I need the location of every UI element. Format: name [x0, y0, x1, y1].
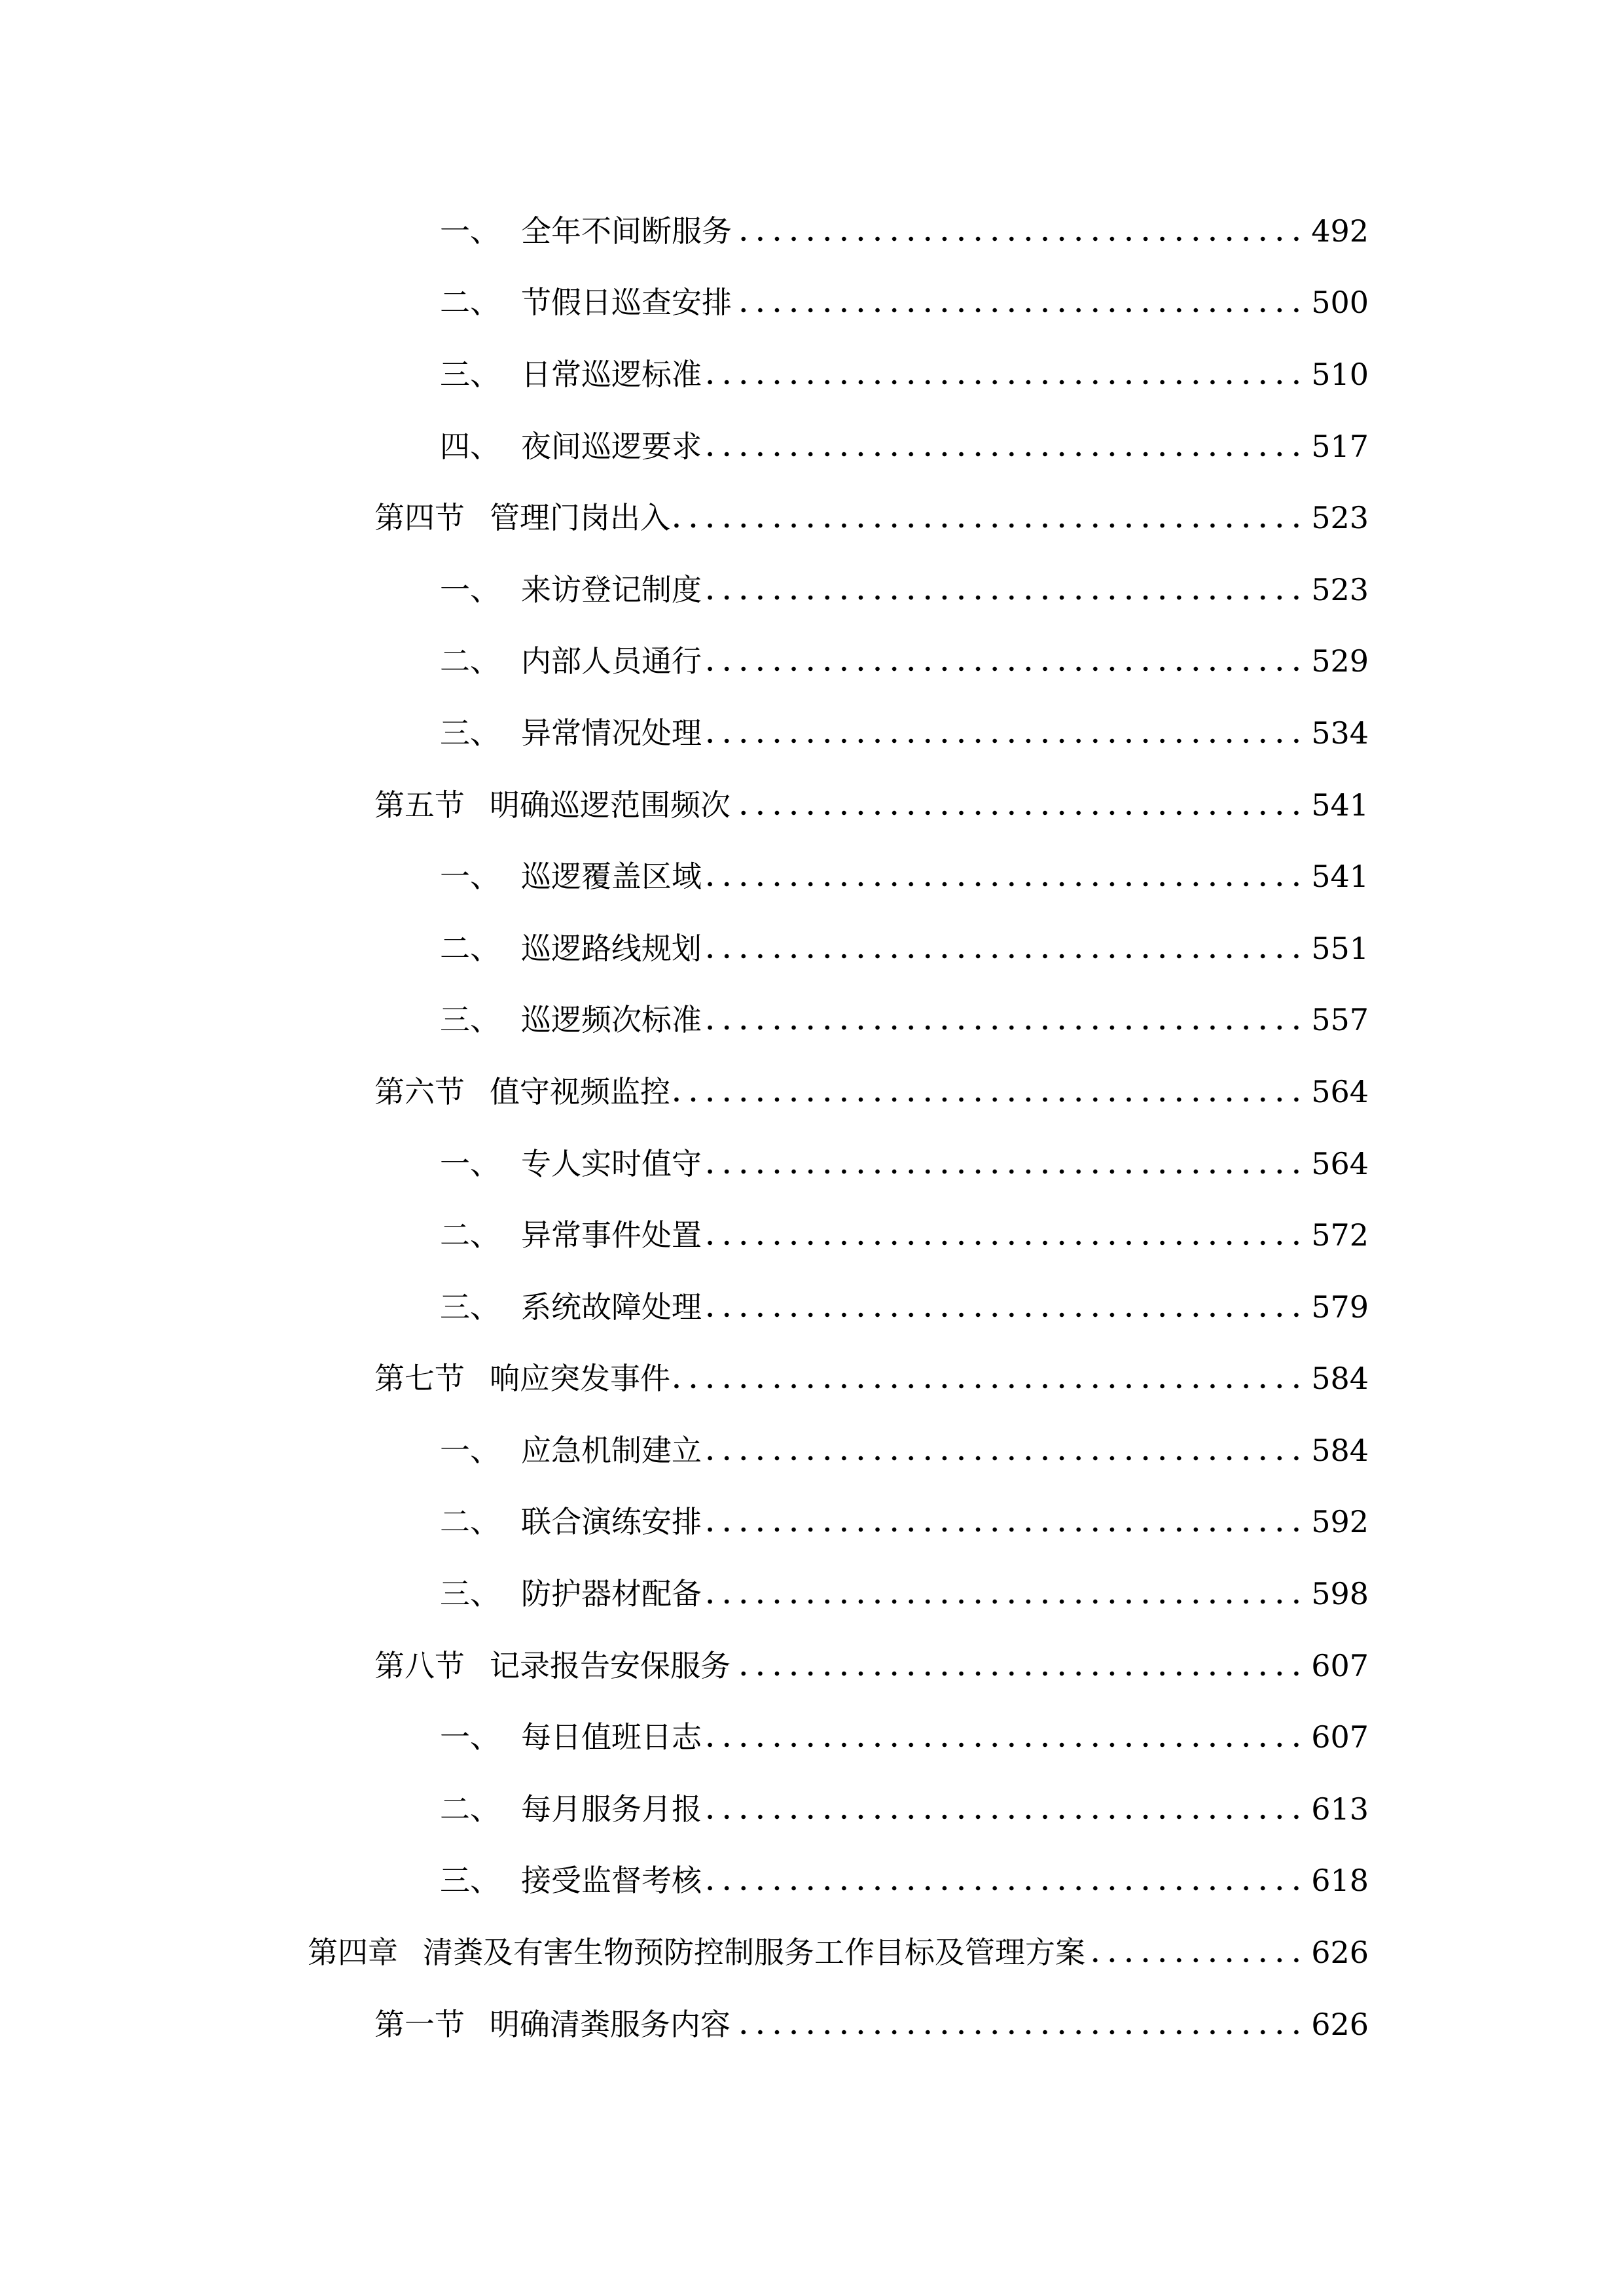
dot-leader: [706, 929, 1305, 968]
entry-page-number: 500: [1311, 285, 1369, 321]
entry-page-number: 541: [1311, 787, 1369, 823]
entry-title: 巡逻频次标准: [521, 1002, 702, 1038]
entry-number: 四、: [440, 428, 500, 464]
entry-title: 每月服务月报: [521, 1791, 702, 1827]
toc-entry[interactable]: [0, 1701, 1624, 1773]
entry-title: 专人实时值守: [521, 1145, 702, 1181]
toc-entry[interactable]: [0, 1558, 1624, 1630]
entry-title: 异常情况处理: [521, 715, 702, 751]
entry-number: 一、: [440, 213, 500, 249]
dot-leader: [706, 1144, 1305, 1183]
entry-page-number: 572: [1311, 1217, 1369, 1253]
dot-leader: [736, 283, 1305, 322]
entry-number: 二、: [440, 930, 500, 966]
entry-title: 联合演练安排: [521, 1504, 702, 1540]
dot-leader: [706, 1215, 1305, 1255]
toc-entry[interactable]: [0, 840, 1624, 912]
dot-leader: [706, 427, 1305, 466]
dot-leader: [706, 1789, 1305, 1829]
toc-entry[interactable]: [0, 267, 1624, 339]
entry-title: 系统故障处理: [521, 1289, 702, 1325]
section-number: 第八节: [374, 1647, 465, 1683]
section-title: 记录报告安保服务: [490, 1647, 731, 1683]
entry-page-number: 579: [1311, 1289, 1369, 1325]
toc-section-entry[interactable]: [0, 482, 1624, 554]
entry-page-number: 564: [1311, 1145, 1369, 1181]
dot-leader: [706, 1502, 1305, 1541]
section-title: 管理门岗出入: [490, 500, 670, 536]
toc-entry[interactable]: [0, 1414, 1624, 1486]
entry-page-number: 523: [1311, 500, 1369, 536]
toc-section-entry[interactable]: [0, 1056, 1624, 1128]
entry-page-number: 541: [1311, 859, 1369, 895]
entry-page-number: 592: [1311, 1504, 1369, 1540]
entry-title: 异常事件处置: [521, 1217, 702, 1253]
dot-leader: [706, 1431, 1305, 1470]
toc-entry[interactable]: [0, 912, 1624, 984]
entry-number: 一、: [440, 1432, 500, 1468]
entry-number: 二、: [440, 1791, 500, 1827]
entry-page-number: 598: [1311, 1576, 1369, 1612]
toc-entry[interactable]: [0, 1199, 1624, 1271]
entry-title: 每日值班日志: [521, 1719, 702, 1755]
entry-number: 二、: [440, 285, 500, 321]
entry-number: 一、: [440, 571, 500, 607]
toc-entry[interactable]: [0, 697, 1624, 769]
entry-number: 三、: [440, 1002, 500, 1038]
entry-number: 二、: [440, 1504, 500, 1540]
toc-chapter-entry[interactable]: [0, 1916, 1624, 1988]
dot-leader: [734, 2005, 1305, 2044]
section-title: 值守视频监控: [490, 1073, 670, 1109]
dot-leader: [734, 785, 1305, 825]
entry-page-number: 584: [1311, 1361, 1369, 1397]
dot-leader: [1089, 1933, 1305, 1972]
toc-entry[interactable]: [0, 1773, 1624, 1845]
toc-section-entry[interactable]: [0, 1343, 1624, 1415]
toc-section-entry[interactable]: [0, 1988, 1624, 2060]
toc-entry[interactable]: [0, 1128, 1624, 1200]
entry-number: 二、: [440, 1217, 500, 1253]
entry-title: 内部人员通行: [521, 643, 702, 679]
dot-leader: [706, 570, 1305, 609]
section-number: 第五节: [374, 787, 465, 823]
entry-page-number: 613: [1311, 1791, 1369, 1827]
entry-number: 一、: [440, 1145, 500, 1181]
entry-number: 三、: [440, 715, 500, 751]
entry-number: 三、: [440, 1863, 500, 1899]
dot-leader: [706, 1717, 1305, 1757]
dot-leader: [736, 211, 1305, 251]
entry-page-number: 557: [1311, 1002, 1369, 1038]
dot-leader: [734, 1646, 1305, 1685]
toc-entry[interactable]: [0, 338, 1624, 410]
entry-page-number: 607: [1311, 1647, 1369, 1683]
dot-leader: [706, 857, 1305, 896]
entry-page-number: 607: [1311, 1719, 1369, 1755]
toc-section-entry[interactable]: [0, 769, 1624, 841]
entry-page-number: 529: [1311, 643, 1369, 679]
toc-entry[interactable]: [0, 626, 1624, 698]
entry-number: 三、: [440, 356, 500, 392]
chapter-number: 第四章: [308, 1935, 398, 1971]
dot-leader: [674, 498, 1305, 537]
entry-number: 二、: [440, 643, 500, 679]
toc-entry[interactable]: [0, 1845, 1624, 1917]
toc-entry[interactable]: [0, 195, 1624, 267]
dot-leader: [706, 1000, 1305, 1039]
entry-title: 应急机制建立: [521, 1432, 702, 1468]
entry-page-number: 626: [1311, 2006, 1369, 2042]
entry-title: 巡逻路线规划: [521, 930, 702, 966]
entry-page-number: 564: [1311, 1073, 1369, 1109]
entry-number: 三、: [440, 1289, 500, 1325]
entry-title: 巡逻覆盖区域: [521, 859, 702, 895]
entry-title: 日常巡逻标准: [521, 356, 702, 392]
entry-title: 全年不间断服务: [521, 213, 732, 249]
toc-entry[interactable]: [0, 1271, 1624, 1343]
entry-title: 来访登记制度: [521, 571, 702, 607]
dot-leader: [706, 1574, 1305, 1613]
entry-page-number: 492: [1311, 213, 1369, 249]
chapter-title: 清粪及有害生物预防控制服务工作目标及管理方案: [423, 1935, 1085, 1971]
section-number: 第四节: [374, 500, 465, 536]
entry-number: 三、: [440, 1576, 500, 1612]
section-title: 明确清粪服务内容: [490, 2006, 731, 2042]
entry-title: 防护器材配备: [521, 1576, 702, 1612]
toc-entry[interactable]: [0, 410, 1624, 482]
section-number: 第七节: [374, 1361, 465, 1397]
entry-number: 一、: [440, 1719, 500, 1755]
toc-entry[interactable]: [0, 1486, 1624, 1558]
entry-title: 节假日巡查安排: [521, 285, 732, 321]
dot-leader: [706, 355, 1305, 394]
entry-page-number: 523: [1311, 571, 1369, 607]
toc-entry[interactable]: [0, 554, 1624, 626]
entry-page-number: 618: [1311, 1863, 1369, 1899]
dot-leader: [674, 1359, 1305, 1398]
dot-leader: [674, 1072, 1305, 1111]
entry-page-number: 584: [1311, 1432, 1369, 1468]
dot-leader: [706, 713, 1305, 753]
dot-leader: [706, 1861, 1305, 1900]
section-number: 第一节: [374, 2006, 465, 2042]
table-of-contents: [0, 195, 1624, 2060]
toc-entry[interactable]: [0, 984, 1624, 1056]
entry-title: 夜间巡逻要求: [521, 428, 702, 464]
entry-page-number: 517: [1311, 428, 1369, 464]
entry-number: 一、: [440, 859, 500, 895]
entry-page-number: 534: [1311, 715, 1369, 751]
entry-page-number: 510: [1311, 356, 1369, 392]
dot-leader: [706, 1287, 1305, 1327]
entry-title: 接受监督考核: [521, 1863, 702, 1899]
toc-section-entry[interactable]: [0, 1630, 1624, 1702]
entry-page-number: 626: [1311, 1935, 1369, 1971]
section-title: 响应突发事件: [490, 1361, 670, 1397]
section-title: 明确巡逻范围频次: [490, 787, 731, 823]
dot-leader: [706, 641, 1305, 681]
section-number: 第六节: [374, 1073, 465, 1109]
entry-page-number: 551: [1311, 930, 1369, 966]
